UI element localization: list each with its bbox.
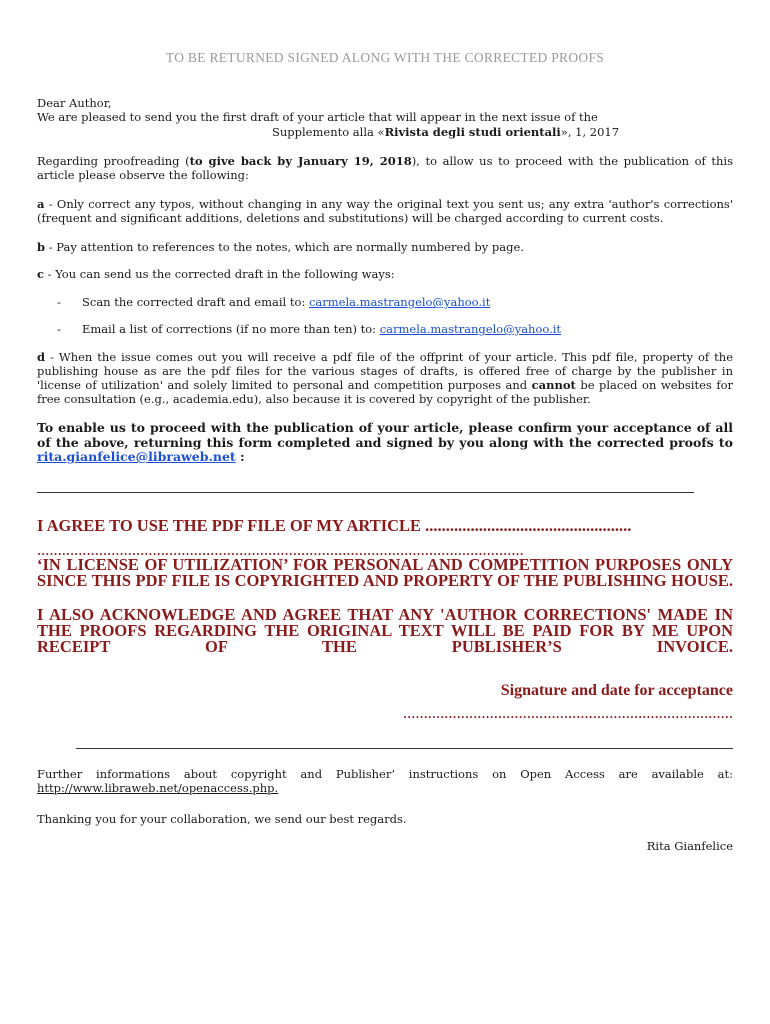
journal-suffix: », 1, 2017 (560, 125, 620, 139)
item-b: b - Pay attention to references to the notes, which are normally numbered by page. (37, 240, 524, 254)
thanks-text: Thanking you for your collaboration, we send our best regards. (37, 812, 407, 826)
agree-line-1: I AGREE TO USE THE PDF FILE OF MY ARTICLE .................................................. (37, 518, 632, 534)
confirm-paragraph: To enable us to proceed with the publication of your article, please confirm your acceptance of all of the above, returning this form completed and signed by you along with the corrected proofs to rita.gianfelice@libraweb.net : (37, 420, 733, 464)
dash-marker: - (57, 295, 61, 309)
acknowledge-text: I ALSO ACKNOWLEDGE AND AGREE THAT ANY 'AUTHOR CORRECTIONS' MADE IN THE PROOFS REGARDING THE ORIGINAL TEXT WILL BE PAID FOR BY ME UPON RECEIPT OF THE PUBLISHER’S INVOICE. (37, 605, 733, 656)
list-item: - Email a list of corrections (if no more than ten) to: carmela.mastrangelo@yahoo.it (37, 322, 733, 336)
journal-prefix: Supplemento alla « (272, 125, 385, 139)
intro-text: We are pleased to send you the first draft of your article that will appear in the next issue of the (37, 110, 598, 124)
dash-marker: - (57, 322, 61, 336)
openaccess-link[interactable]: http://www.libraweb.net/openaccess.php. (37, 781, 279, 795)
email-link[interactable]: carmela.mastrangelo@yahoo.it (308, 295, 491, 309)
proofreading-paragraph: Regarding proofreading (to give back by January 19, 2018), to allow us to proceed with the publication of this article please observe the following: (37, 154, 734, 183)
list-item: - Scan the corrected draft and email to: carmela.mastrangelo@yahoo.it (37, 295, 733, 309)
sender-name: Rita Gianfelice (646, 839, 733, 853)
further-info: Further informations about copyright and Publisher’ instructions on Open Access are available at: (37, 767, 733, 781)
license-text: ‘IN LICENSE OF UTILIZATION’ FOR PERSONAL AND COMPETITION PURPOSES ONLY SINCE THIS PDF FILE IS COPYRIGHTED AND PROPERTY OF THE PUBLISHING HOUSE. (37, 555, 733, 590)
signature-field[interactable]: ................................................................................ (403, 705, 733, 721)
confirm-email-link[interactable]: rita.gianfelice@libraweb.net (37, 449, 236, 464)
agree-line-2: ...................................................................................................................... (37, 542, 524, 558)
deadline: to give back by January 19, 2018 (189, 154, 412, 168)
divider (76, 748, 733, 749)
signature-label: Signature and date for acceptance (500, 682, 733, 699)
item-a: a - Only correct any typos, without changing in any way the original text you sent us; any extra 'author's corrections' (frequent and significant additions, deletions and substitutions) will be charged according to current costs. (37, 197, 733, 226)
email-link[interactable]: carmela.mastrangelo@yahoo.it (379, 322, 562, 336)
greeting: Dear Author, (37, 96, 112, 110)
item-c: c - You can send us the corrected draft in the following ways: (37, 267, 395, 281)
journal-name: Rivista degli studi orientali (384, 125, 561, 139)
further-link-line (37, 781, 733, 795)
divider (37, 492, 694, 493)
page-header: TO BE RETURNED SIGNED ALONG WITH THE CORRECTED PROOFS (165, 50, 605, 65)
item-d: d - When the issue comes out you will receive a pdf file of the offprint of your article. This pdf file, property of the publishing house as are the pdf files for the various stages of drafts, is offered free of charge by the publisher in 'license of utilization' and solely limited to personal and competition purposes and cannot be placed on websites for free consultation (e.g., academia.edu), also because it is covered by copyright of the publisher. (37, 350, 734, 406)
journal-line (272, 125, 733, 139)
